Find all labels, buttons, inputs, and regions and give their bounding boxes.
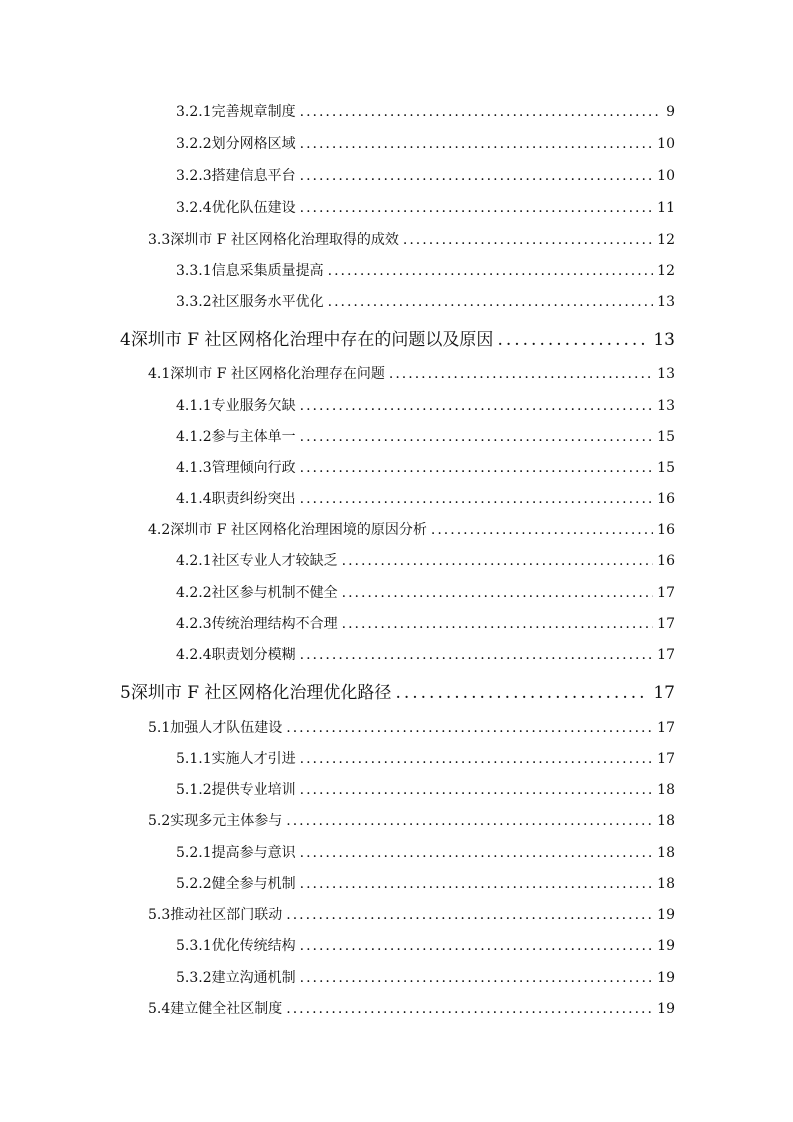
toc-number: 5.3.2: [176, 970, 212, 986]
toc-entry-4-2-2[interactable]: [176, 582, 675, 602]
toc-leader-dots: [300, 938, 654, 954]
toc-title: 专业服务欠缺: [211, 398, 296, 414]
toc-title: 提供专业培训: [211, 782, 296, 798]
toc-leader-dots: [300, 845, 654, 861]
toc-number: 3.3.1: [176, 263, 212, 279]
toc-leader-dots: [286, 1001, 653, 1017]
toc-page-number: 16: [657, 491, 675, 507]
toc-number: 3.2.4: [176, 200, 212, 216]
toc-leader-dots: [300, 751, 654, 767]
toc-entry-5[interactable]: [120, 678, 675, 703]
toc-leader-dots: [431, 522, 653, 538]
toc-page-number: 16: [657, 522, 675, 538]
toc-leader-dots: [300, 876, 654, 892]
toc-page-number: 11: [657, 200, 675, 216]
toc-page-number: 17: [657, 751, 675, 767]
toc-page-number: 17: [653, 683, 675, 703]
toc-title: 优化传统结构: [211, 938, 296, 954]
toc-page-number: 10: [657, 136, 675, 152]
toc-leader-dots: [300, 782, 654, 798]
toc-entry-4-2-1[interactable]: [176, 550, 675, 570]
toc-page-number: 12: [657, 232, 675, 248]
toc-title: 划分网格区域: [211, 136, 296, 152]
toc-number: 4.1.3: [176, 460, 212, 476]
toc-number: 4.2.1: [176, 553, 212, 569]
toc-entry-5-1[interactable]: [148, 717, 675, 737]
toc-title: 社区专业人才较缺乏: [211, 553, 338, 569]
toc-number: 4.2.3: [176, 616, 212, 632]
toc-entry-4-2[interactable]: [148, 519, 675, 539]
toc-leader-dots: [286, 720, 653, 736]
toc-leader-dots: [395, 683, 649, 703]
toc-entry-4-1-3[interactable]: [176, 457, 675, 477]
toc-entry-3-3-2[interactable]: [176, 291, 675, 311]
toc-number: 5.1.2: [176, 782, 212, 798]
toc-page-number: 15: [657, 460, 675, 476]
toc-leader-dots: [403, 232, 653, 248]
toc-entry-5-2-2[interactable]: [176, 873, 675, 893]
toc-number: 5.1.1: [176, 751, 212, 767]
toc-page-number: 16: [657, 553, 675, 569]
toc-title: 实现多元主体参与: [170, 813, 283, 829]
toc-entry-5-4[interactable]: [148, 998, 675, 1018]
toc-number: 5.1: [148, 720, 171, 736]
toc-entry-5-3-2[interactable]: [176, 967, 675, 987]
toc-number: 5: [120, 683, 131, 703]
toc-number: 5.4: [148, 1001, 171, 1017]
toc-title: 实施人才引进: [211, 751, 296, 767]
toc-title: 职责纠纷突出: [211, 491, 296, 507]
toc-page-number: 19: [657, 938, 675, 954]
toc-entry-5-2[interactable]: [148, 810, 675, 830]
toc-number: 5.2: [148, 813, 171, 829]
toc-leader-dots: [497, 330, 649, 350]
toc-page-number: 19: [657, 1001, 675, 1017]
toc-title: 社区服务水平优化: [211, 294, 324, 310]
toc-leader-dots: [342, 616, 654, 632]
toc-title: 管理倾向行政: [211, 460, 296, 476]
toc-number: 5.3.1: [176, 938, 212, 954]
toc-page-number: 17: [657, 616, 675, 632]
toc-entry-3-2-4[interactable]: [176, 197, 675, 217]
toc-title: 信息采集质量提高: [211, 263, 324, 279]
toc-leader-dots: [300, 647, 654, 663]
toc-page-number: 12: [657, 263, 675, 279]
toc-entry-5-1-2[interactable]: [176, 779, 675, 799]
toc-entry-5-3[interactable]: [148, 904, 675, 924]
toc-title: 健全参与机制: [211, 876, 296, 892]
toc-entry-4[interactable]: [120, 325, 675, 350]
toc-number: 3.3: [148, 232, 171, 248]
toc-title: 职责划分模糊: [211, 647, 296, 663]
toc-leader-dots: [300, 429, 654, 445]
toc-number: 3.3.2: [176, 294, 212, 310]
toc-page-number: 9: [666, 104, 675, 120]
toc-page-number: 15: [657, 429, 675, 445]
toc-number: 5.2.2: [176, 876, 212, 892]
toc-number: 3.2.3: [176, 168, 212, 184]
toc-entry-3-3-1[interactable]: [176, 260, 675, 280]
toc-title: 建立沟通机制: [211, 970, 296, 986]
toc-number: 4.2.2: [176, 585, 212, 601]
toc-title: 深圳市 F 社区网格化治理存在问题: [170, 366, 385, 382]
toc-page-number: 13: [657, 294, 675, 310]
toc-title: 加强人才队伍建设: [170, 720, 283, 736]
toc-number: 4.1: [148, 366, 171, 382]
toc-number: 4.2: [148, 522, 171, 538]
toc-leader-dots: [300, 398, 654, 414]
toc-entry-4-1-1[interactable]: [176, 395, 675, 415]
toc-leader-dots: [328, 263, 654, 279]
toc-title: 提高参与意识: [211, 845, 296, 861]
toc-leader-dots: [300, 136, 654, 152]
toc-page-number: 18: [657, 876, 675, 892]
toc-title: 完善规章制度: [211, 104, 296, 120]
toc-entry-3-3[interactable]: [148, 229, 675, 249]
toc-number: 4.2.4: [176, 647, 212, 663]
toc-page-number: 18: [657, 782, 675, 798]
toc-number: 4.1.1: [176, 398, 212, 414]
toc-title: 深圳市 F 社区网格化治理优化路径: [130, 683, 392, 703]
toc-entry-5-3-1[interactable]: [176, 935, 675, 955]
toc-leader-dots: [342, 553, 654, 569]
toc-page-number: 17: [657, 647, 675, 663]
toc-page-number: 17: [657, 585, 675, 601]
toc-page-number: 13: [657, 398, 675, 414]
toc-title: 社区参与机制不健全: [211, 585, 338, 601]
toc-entry-4-1-2[interactable]: [176, 426, 675, 446]
toc-number: 5.2.1: [176, 845, 212, 861]
toc-leader-dots: [300, 104, 662, 120]
toc-title: 搭建信息平台: [211, 168, 296, 184]
toc-leader-dots: [300, 200, 654, 216]
toc-title: 建立健全社区制度: [170, 1001, 283, 1017]
toc-leader-dots: [300, 491, 654, 507]
toc-page-number: 10: [657, 168, 675, 184]
toc-number: 4: [120, 330, 131, 350]
toc-leader-dots: [300, 460, 654, 476]
toc-leader-dots: [286, 907, 653, 923]
toc-leader-dots: [342, 585, 654, 601]
toc-leader-dots: [300, 168, 654, 184]
toc-entry-5-2-1[interactable]: [176, 842, 675, 862]
toc-page-number: 18: [657, 845, 675, 861]
toc-number: 4.1.2: [176, 429, 212, 445]
toc-number: 3.2.2: [176, 136, 212, 152]
toc-entry-4-1-4[interactable]: [176, 488, 675, 508]
toc-leader-dots: [328, 294, 654, 310]
toc-page-number: 17: [657, 720, 675, 736]
toc-entry-3-2-2[interactable]: [176, 133, 675, 153]
toc-entry-3-2-3[interactable]: [176, 165, 675, 185]
toc-entry-4-2-3[interactable]: [176, 613, 675, 633]
toc-page-number: 19: [657, 907, 675, 923]
toc-entry-5-1-1[interactable]: [176, 748, 675, 768]
toc-page-number: 13: [653, 330, 675, 350]
toc-title: 深圳市 F 社区网格化治理中存在的问题以及原因: [130, 330, 494, 350]
toc-leader-dots: [286, 813, 653, 829]
toc-number: 4.1.4: [176, 491, 212, 507]
toc-title: 传统治理结构不合理: [211, 616, 338, 632]
toc-entry-4-2-4[interactable]: [176, 644, 675, 664]
toc-title: 优化队伍建设: [211, 200, 296, 216]
toc-number: 3.2.1: [176, 104, 212, 120]
toc-title: 参与主体单一: [211, 429, 296, 445]
toc-page-number: 18: [657, 813, 675, 829]
toc-leader-dots: [300, 970, 654, 986]
toc-page-number: 19: [657, 970, 675, 986]
toc-title: 推动社区部门联动: [170, 907, 283, 923]
toc-entry-4-1[interactable]: [148, 363, 675, 383]
toc-number: 5.3: [148, 907, 171, 923]
toc-title: 深圳市 F 社区网格化治理困境的原因分析: [170, 522, 427, 538]
toc-page-number: 13: [657, 366, 675, 382]
toc-entry-3-2-1[interactable]: [176, 101, 675, 121]
toc-title: 深圳市 F 社区网格化治理取得的成效: [170, 232, 399, 248]
toc-leader-dots: [389, 366, 653, 382]
